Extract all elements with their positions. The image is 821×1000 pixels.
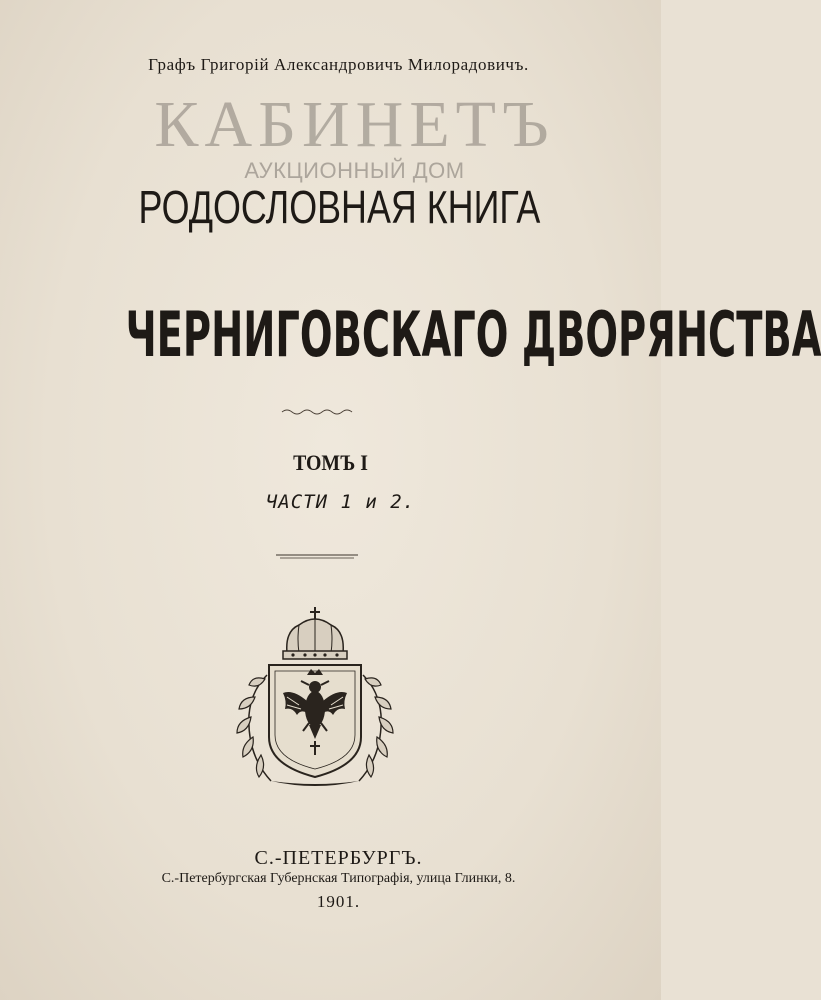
double-rule-divider [0, 548, 661, 556]
book-title-line2: ЧЕРНИГОВСКАГО ДВОРЯНСТВА [125, 298, 821, 371]
watermark-name: КАБИНЕТЪ [154, 88, 555, 161]
parts-label: ЧАСТИ 1 и 2. [265, 491, 416, 513]
volume-label: ТОМЪ I [293, 450, 368, 475]
imprint-year: 1901. [316, 892, 361, 911]
coat-of-arms-icon [227, 605, 403, 793]
author-line: Графъ Григорій Александровичъ Милорадовичъ. [148, 55, 529, 74]
ornament-divider [0, 404, 661, 414]
watermark-subtitle: АУКЦИОННЫЙ ДОМ [244, 158, 465, 183]
book-title-line1: РОДОСЛОВНАЯ КНИГА [138, 181, 541, 233]
imprint-printer: С.-Петербургская Губернская Типографія, улица Глинки, 8. [161, 871, 516, 886]
imprint-city: С.-ПЕТЕРБУРГЪ. [254, 847, 423, 869]
